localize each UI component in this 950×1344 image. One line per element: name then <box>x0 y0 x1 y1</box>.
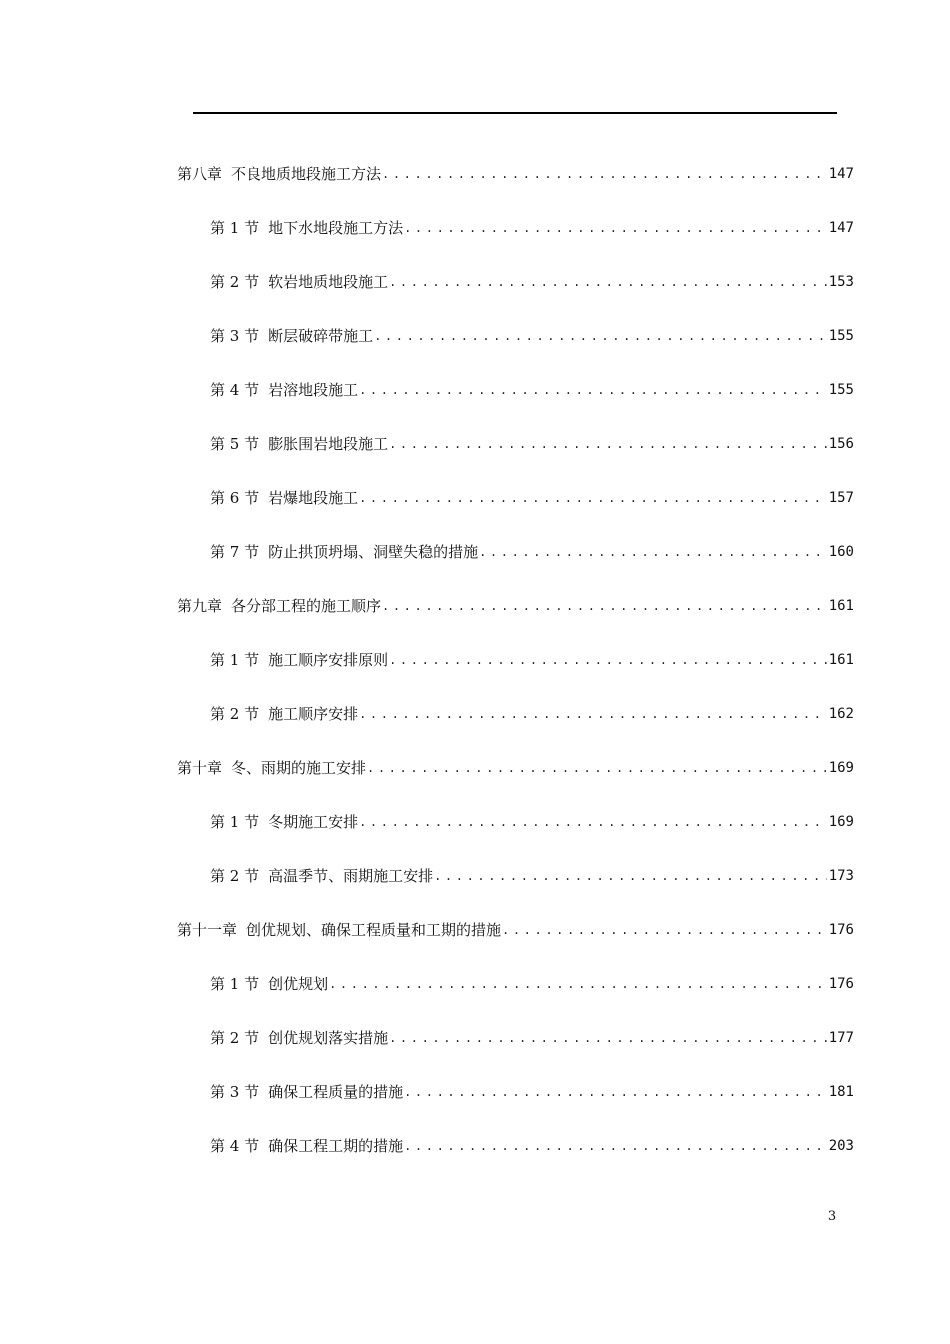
toc-entry-section[interactable] <box>210 376 854 400</box>
toc-dot-leader <box>434 866 827 886</box>
toc-dot-leader <box>502 920 827 940</box>
toc-entry-page: 153 <box>828 274 854 290</box>
toc-entry-number: 第 4 节 <box>210 381 260 399</box>
toc-entry-number: 第 2 节 <box>210 867 260 885</box>
toc-entry-page: 176 <box>828 976 854 992</box>
toc-entry-title: 确保工程工期的措施 <box>268 1137 404 1155</box>
toc-entry-number: 第 3 节 <box>210 1083 260 1101</box>
toc-entry-number: 第十章 <box>177 759 223 777</box>
toc-dot-leader <box>389 650 827 670</box>
toc-entry-title: 各分部工程的施工顺序 <box>231 597 382 615</box>
toc-entry-title: 岩爆地段施工 <box>268 489 359 507</box>
toc-dot-leader <box>382 596 827 616</box>
toc-dot-leader <box>389 1028 827 1048</box>
toc-entry-page: 155 <box>828 328 854 344</box>
toc-entry-number: 第 2 节 <box>210 705 260 723</box>
toc-entry-title: 创优规划 <box>268 975 329 993</box>
toc-entry-page: 181 <box>828 1084 854 1100</box>
toc-entry-page: 160 <box>828 544 854 560</box>
toc-dot-leader <box>367 758 827 778</box>
toc-entry-number: 第八章 <box>177 165 223 183</box>
toc-entry-title: 软岩地质地段施工 <box>268 273 389 291</box>
toc-entry-page: 203 <box>828 1138 854 1154</box>
toc-entry-page: 162 <box>828 706 854 722</box>
toc-entry-title: 冬、雨期的施工安排 <box>231 759 367 777</box>
toc-entry-page: 161 <box>828 598 854 614</box>
toc-entry-chapter-10[interactable] <box>177 754 854 778</box>
toc-entry-number: 第九章 <box>177 597 223 615</box>
toc-dot-leader <box>359 704 827 724</box>
toc-entry-page: 155 <box>828 382 854 398</box>
toc-entry-page: 161 <box>828 652 854 668</box>
toc-entry-number: 第 2 节 <box>210 1029 260 1047</box>
toc-dot-leader <box>404 1136 827 1156</box>
toc-entry-number: 第 4 节 <box>210 1137 260 1155</box>
toc-entry-chapter-11[interactable] <box>177 916 854 940</box>
toc-entry-page: 177 <box>828 1030 854 1046</box>
toc-entry-section[interactable] <box>210 862 854 886</box>
toc-entry-title: 断层破碎带施工 <box>268 327 374 345</box>
toc-dot-leader <box>404 1082 827 1102</box>
toc-entry-title: 施工顺序安排 <box>268 705 359 723</box>
toc-entry-page: 147 <box>828 166 854 182</box>
toc-entry-title: 施工顺序安排原则 <box>268 651 389 669</box>
toc-entry-section[interactable] <box>210 430 854 454</box>
toc-entry-section[interactable] <box>210 484 854 508</box>
page-number: 3 <box>827 1209 837 1224</box>
toc-entry-chapter-8[interactable] <box>177 160 854 184</box>
toc-entry-section[interactable] <box>210 322 854 346</box>
toc-entry-number: 第 1 节 <box>210 813 260 831</box>
toc-dot-leader <box>359 812 827 832</box>
toc-dot-leader <box>389 272 827 292</box>
toc-dot-leader <box>479 542 827 562</box>
toc-entry-title: 膨胀围岩地段施工 <box>268 435 389 453</box>
toc-entry-section[interactable] <box>210 700 854 724</box>
toc-entry-number: 第 1 节 <box>210 975 260 993</box>
toc-entry-page: 169 <box>828 814 854 830</box>
toc-entry-title: 岩溶地段施工 <box>268 381 359 399</box>
toc-entry-section[interactable] <box>210 808 854 832</box>
toc-entry-page: 176 <box>828 922 854 938</box>
toc-entry-section[interactable] <box>210 214 854 238</box>
toc-dot-leader <box>359 488 827 508</box>
toc-entry-number: 第 1 节 <box>210 219 260 237</box>
toc-entry-section[interactable] <box>210 1078 854 1102</box>
toc-dot-leader <box>404 218 827 238</box>
toc-entry-section[interactable] <box>210 970 854 994</box>
toc-entry-number: 第 6 节 <box>210 489 260 507</box>
toc-entry-title: 冬期施工安排 <box>268 813 359 831</box>
toc-entry-title: 创优规划落实措施 <box>268 1029 389 1047</box>
toc-entry-title: 创优规划、确保工程质量和工期的措施 <box>246 921 502 939</box>
toc-entry-page: 147 <box>828 220 854 236</box>
toc-entry-page: 157 <box>828 490 854 506</box>
toc-entry-number: 第 1 节 <box>210 651 260 669</box>
toc-entry-title: 不良地质地段施工方法 <box>231 165 382 183</box>
toc-entry-section[interactable] <box>210 538 854 562</box>
toc-entry-number: 第 3 节 <box>210 327 260 345</box>
toc-entry-number: 第十一章 <box>177 921 238 939</box>
toc-entry-title: 高温季节、雨期施工安排 <box>268 867 434 885</box>
header-rule <box>193 112 837 114</box>
toc-dot-leader <box>389 434 827 454</box>
toc-entry-number: 第 2 节 <box>210 273 260 291</box>
toc-entry-page: 169 <box>828 760 854 776</box>
toc-entry-chapter-9[interactable] <box>177 592 854 616</box>
toc-dot-leader <box>382 164 827 184</box>
toc-dot-leader <box>329 974 827 994</box>
toc-entry-title: 确保工程质量的措施 <box>268 1083 404 1101</box>
toc-entry-title: 地下水地段施工方法 <box>268 219 404 237</box>
toc-entry-section[interactable] <box>210 268 854 292</box>
toc-entry-section[interactable] <box>210 646 854 670</box>
toc-entry-page: 173 <box>828 868 854 884</box>
toc-entry-title: 防止拱顶坍塌、洞壁失稳的措施 <box>268 543 479 561</box>
toc-dot-leader <box>359 380 827 400</box>
toc-entry-section[interactable] <box>210 1132 854 1156</box>
toc-entry-page: 156 <box>828 436 854 452</box>
toc-dot-leader <box>374 326 827 346</box>
toc-entry-section[interactable] <box>210 1024 854 1048</box>
toc-entry-number: 第 7 节 <box>210 543 260 561</box>
toc-entry-number: 第 5 节 <box>210 435 260 453</box>
